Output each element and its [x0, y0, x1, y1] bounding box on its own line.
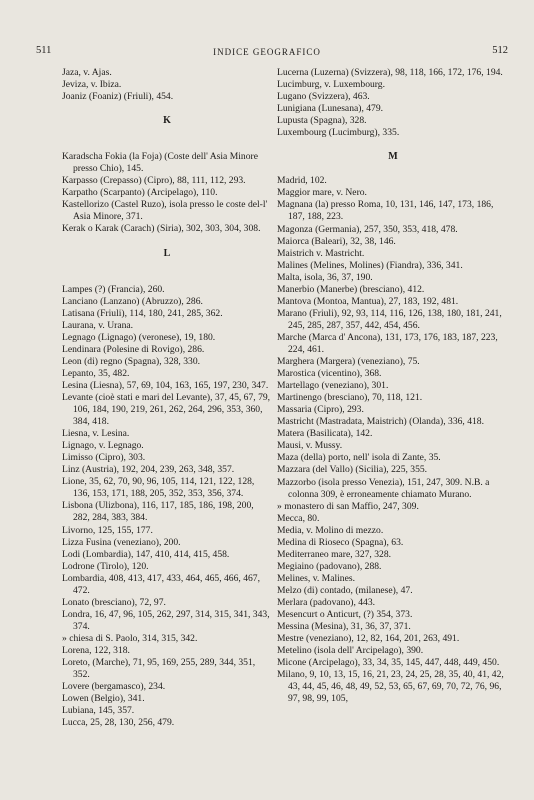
index-entry: Melines, v. Malines.	[277, 572, 355, 584]
index-entry: Lepanto, 35, 482.	[62, 367, 130, 379]
index-entry: Marghera (Margera) (veneziano), 75.	[277, 356, 420, 368]
index-entry: Lucerna (Luzerna) (Svizzera), 98, 118, 166, 172, 176, 194.	[277, 67, 503, 78]
index-entry: Lovere (bergamasco), 234.	[62, 681, 166, 693]
index-entry: Melzo (di) contado, (milanese), 47.	[277, 584, 413, 596]
index-entry: Maza (della) porto, nell' isola di Zante, 35.	[277, 452, 441, 464]
index-entry: Lodi (Lombardia), 147, 410, 414, 415, 458.	[62, 548, 230, 560]
index-entry: Maggior mare, v. Nero.	[277, 187, 367, 199]
index-entry: Merlara (padovano), 443.	[277, 596, 376, 608]
index-entry: Lombardia, 408, 413, 417, 433, 464, 465, 466, 467, 472.	[62, 572, 260, 596]
index-entry: Milano, 9, 10, 13, 15, 16, 21, 23, 24, 25, 28, 35, 40, 41, 42, 43, 44, 45, 46, 48, 49, 52, 53, 65, 67, 69, 70, 72, 76, 96, 97, 98, 99, 105,	[277, 669, 504, 705]
index-entry: Lodrone (Tirolo), 120.	[62, 560, 149, 572]
index-entry: » chiesa di S. Paolo, 314, 315, 342.	[62, 632, 198, 644]
index-entry: Maistrich v. Mastricht.	[277, 247, 365, 259]
right-column	[277, 67, 509, 705]
index-entry: Lupusta (Spagna), 328.	[277, 115, 367, 127]
index-entry: Magnana (la) presso Roma, 10, 131, 146, 147, 173, 186, 187, 188, 223.	[277, 199, 494, 223]
index-entry: Mediterraneo mare, 327, 328.	[277, 548, 392, 560]
index-entry: Mesencurt o Anticurt, (?) 354, 373.	[277, 609, 413, 621]
index-entry: Marostica (vicentino), 368.	[277, 368, 382, 380]
index-entry: Lubiana, 145, 357.	[62, 705, 135, 717]
index-entry: Londra, 16, 47, 96, 105, 262, 297, 314, 315, 341, 343, 374.	[62, 608, 270, 632]
index-entry: Lione, 35, 62, 70, 90, 96, 105, 114, 121, 122, 128, 136, 153, 171, 188, 205, 352, 353, 356, 374.	[62, 476, 255, 500]
index-entry: Kerak o Karak (Carach) (Siria), 302, 303, 304, 308.	[62, 223, 261, 235]
section-letter-l: L	[163, 247, 171, 259]
index-entry: Megiaino (padovano), 288.	[277, 560, 382, 572]
index-entry: Liesna, v. Lesina.	[62, 428, 130, 440]
right-block-m	[277, 175, 509, 705]
index-entry: Mausi, v. Mussy.	[277, 440, 343, 452]
index-entry: Maiorca (Baleari), 32, 38, 146.	[277, 235, 396, 247]
index-entry: Latisana (Friuli), 114, 180, 241, 285, 362.	[62, 307, 223, 319]
index-entry: Joaniz (Foaniz) (Friuli), 454.	[62, 91, 174, 103]
index-entry: Matera (Basilicata), 142.	[277, 428, 373, 440]
right-block-l	[277, 67, 509, 139]
index-entry: Lorena, 122, 318.	[62, 644, 130, 656]
index-entry: Metelino (isola dell' Arcipelago), 390.	[277, 645, 424, 657]
index-entry: Martellago (veneziano), 301.	[277, 380, 389, 392]
index-entry: » monastero di san Maffio, 247, 309.	[277, 500, 419, 512]
index-entry: Media, v. Molino di mezzo.	[277, 524, 384, 536]
index-entry: Lisbona (Ulizbona), 116, 117, 185, 186, 198, 200, 282, 284, 383, 384.	[62, 500, 254, 524]
index-entry: Limisso (Cipro), 303.	[62, 452, 146, 464]
index-entry: Mantova (Montoa, Mantua), 27, 183, 192, 481.	[277, 295, 459, 307]
index-entry: Lanciano (Lanzano) (Abruzzo), 286.	[62, 295, 203, 307]
index-entry: Karpasso (Crepasso) (Cipro), 88, 111, 112, 293.	[62, 175, 246, 187]
page-number-right: 512	[492, 45, 508, 56]
index-entry: Messina (Mesina), 31, 36, 37, 371.	[277, 621, 411, 633]
index-entry: Jaza, v. Ajas.	[62, 67, 112, 78]
index-entry: Livorno, 125, 155, 177.	[62, 524, 153, 536]
index-entry: Lucca, 25, 28, 130, 256, 479.	[62, 717, 175, 729]
section-letter-m: M	[388, 151, 398, 163]
index-entry: Manerbio (Manerbe) (bresciano), 412.	[277, 283, 425, 295]
index-entry: Lugano (Svizzera), 463.	[277, 91, 370, 103]
index-entry: Lignago, v. Legnago.	[62, 440, 144, 452]
index-entry: Mestre (veneziano), 12, 82, 164, 201, 263, 491.	[277, 633, 460, 645]
index-entry: Marche (Marca d' Ancona), 131, 173, 176, 183, 187, 223, 224, 461.	[277, 331, 498, 355]
index-entry: Kastellorizo (Castel Ruzo), isola presso le coste del-l' Asia Minore, 371.	[62, 199, 268, 223]
index-entry: Lonato (bresciano), 72, 97.	[62, 596, 166, 608]
index-entry: Madrid, 102.	[277, 175, 327, 187]
running-title: INDICE GEOGRAFICO	[213, 47, 321, 57]
index-entry: Lunigiana (Lunesana), 479.	[277, 103, 384, 115]
index-entry: Lampes (?) (Francia), 260.	[62, 283, 165, 295]
left-block-j	[62, 67, 272, 103]
index-entry: Loreto, (Marche), 71, 95, 169, 255, 289, 344, 351, 352.	[62, 657, 256, 681]
index-entry: Lucimburg, v. Luxembourg.	[277, 79, 386, 91]
index-entry: Martinengo (bresciano), 70, 118, 121.	[277, 392, 423, 404]
index-entry: Luxembourg (Lucimburg), 335.	[277, 127, 400, 139]
section-letter-k: K	[163, 115, 171, 127]
index-entry: Marano (Friuli), 92, 93, 114, 116, 126, 138, 180, 181, 241, 245, 285, 287, 357, 442, 454, 456.	[277, 307, 502, 331]
index-entry: Lendinara (Polesine di Rovigo), 286.	[62, 343, 205, 355]
index-entry: Lowen (Belgio), 341.	[62, 693, 145, 705]
index-entry: Karpatho (Scarpanto) (Arcipelago), 110.	[62, 187, 218, 199]
left-block-k	[62, 151, 272, 235]
index-entry: Lesina (Liesna), 57, 69, 104, 163, 165, 197, 230, 347.	[62, 379, 269, 391]
left-block-l	[62, 284, 272, 730]
index-entry: Micone (Arcipelago), 33, 34, 35, 145, 447, 448, 449, 450.	[277, 657, 500, 669]
index-entry: Legnago (Lignago) (veronese), 19, 180.	[62, 331, 216, 343]
index-entry: Massaria (Cipro), 293.	[277, 404, 364, 416]
index-entry: Mazzorbo (isola presso Venezia), 151, 247, 309. N.B. a colonna 309, è erroneamente chiamato Murano.	[277, 476, 490, 500]
index-entry: Medina di Rioseco (Spagna), 63.	[277, 536, 404, 548]
index-entry: Magonza (Germania), 257, 350, 353, 418, 478.	[277, 223, 458, 235]
index-entry: Mastricht (Mastradata, Maistrich) (Olanda), 336, 418.	[277, 416, 485, 428]
index-entry: Laurana, v. Urana.	[62, 319, 134, 331]
index-entry: Malta, isola, 36, 37, 190.	[277, 271, 373, 283]
index-entry: Mecca, 80.	[277, 512, 320, 524]
index-entry: Mazzara (del Vallo) (Sicilia), 225, 355.	[277, 464, 428, 476]
index-entry: Lizza Fusina (veneziano), 200.	[62, 536, 181, 548]
page-number-left: 511	[36, 45, 52, 56]
index-entry: Linz (Austria), 192, 204, 239, 263, 348, 357.	[62, 464, 235, 476]
left-column	[62, 67, 272, 729]
index-entry: Leon (di) regno (Spagna), 328, 330.	[62, 355, 201, 367]
index-entry: Karadscha Fokia (la Foja) (Coste dell' Asia Minore presso Chio), 145.	[62, 151, 258, 175]
index-entry: Jeviza, v. Ibiza.	[62, 79, 122, 91]
index-entry: Levante (cioè stati e mari del Levante), 37, 45, 67, 79, 106, 184, 190, 219, 261, 262, 264, 296, 353, 360, 384, 418.	[62, 391, 271, 428]
index-entry: Malines (Melines, Molines) (Fiandra), 336, 341.	[277, 259, 463, 271]
